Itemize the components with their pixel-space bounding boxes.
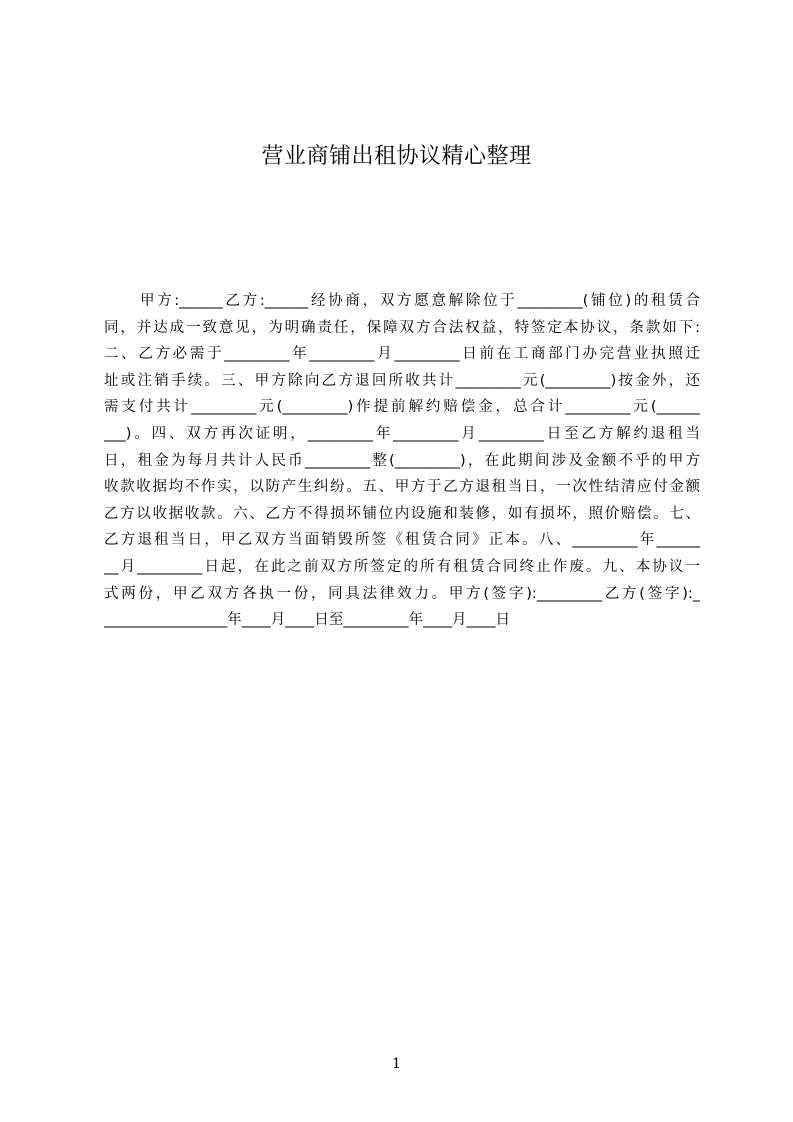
agreement-body [104,288,700,634]
body-line: 甲方:______乙方:______经协商，双方愿意解除位于_________(铺位)的租赁合 [140,293,700,309]
body-line: 日，租金为每月共计人民币_________整(_________)，在此期间涉及金额不乎的甲方 [104,452,700,469]
body-line: 址或注销手续。三、甲方除向乙方退回所收共计_________元(_________)按金外，还 [104,372,700,389]
document-title: 营业商铺出租协议精心整理 [261,144,532,169]
body-line: 乙方以收据收款。六、乙方不得损坏铺位内设施和装修，如有损坏，照价赔偿。七、 [104,505,700,522]
body-line: 需支付共计_________元(_________)作提前解约赔偿金，总合计_________元(______ [104,399,700,416]
body-line: 二、乙方必需于_________年_________月_________日前在工商部门办完营业执照迁 [104,346,700,363]
body-line: 式两份，甲乙双方各执一份，同具法律效力。甲方(签字):_________乙方(签字):_ [104,585,700,602]
body-line: 同，并达成一致意见，为明确责任，保障双方合法权益，特签定本协议，条款如下: [104,319,700,336]
body-line: __月_________日起，在此之前双方所签定的所有租赁合同终止作废。九、本协议一 [104,558,700,575]
body-line: 收款收据均不作实，以防产生纠纷。五、甲方于乙方退租当日，一次性结清应付金额 [104,479,700,496]
body-line: ___)。四、双方再次证明，_________年_________月_________日至乙方解约退租当 [104,425,700,442]
body-line: 乙方退租当日，甲乙双方当面销毁所签《租赁合同》正本。八、_________年______ [104,532,700,549]
body-line: _________________年____月____日至_________年____月____日 [104,612,510,629]
page-number: 1 [392,1056,401,1072]
